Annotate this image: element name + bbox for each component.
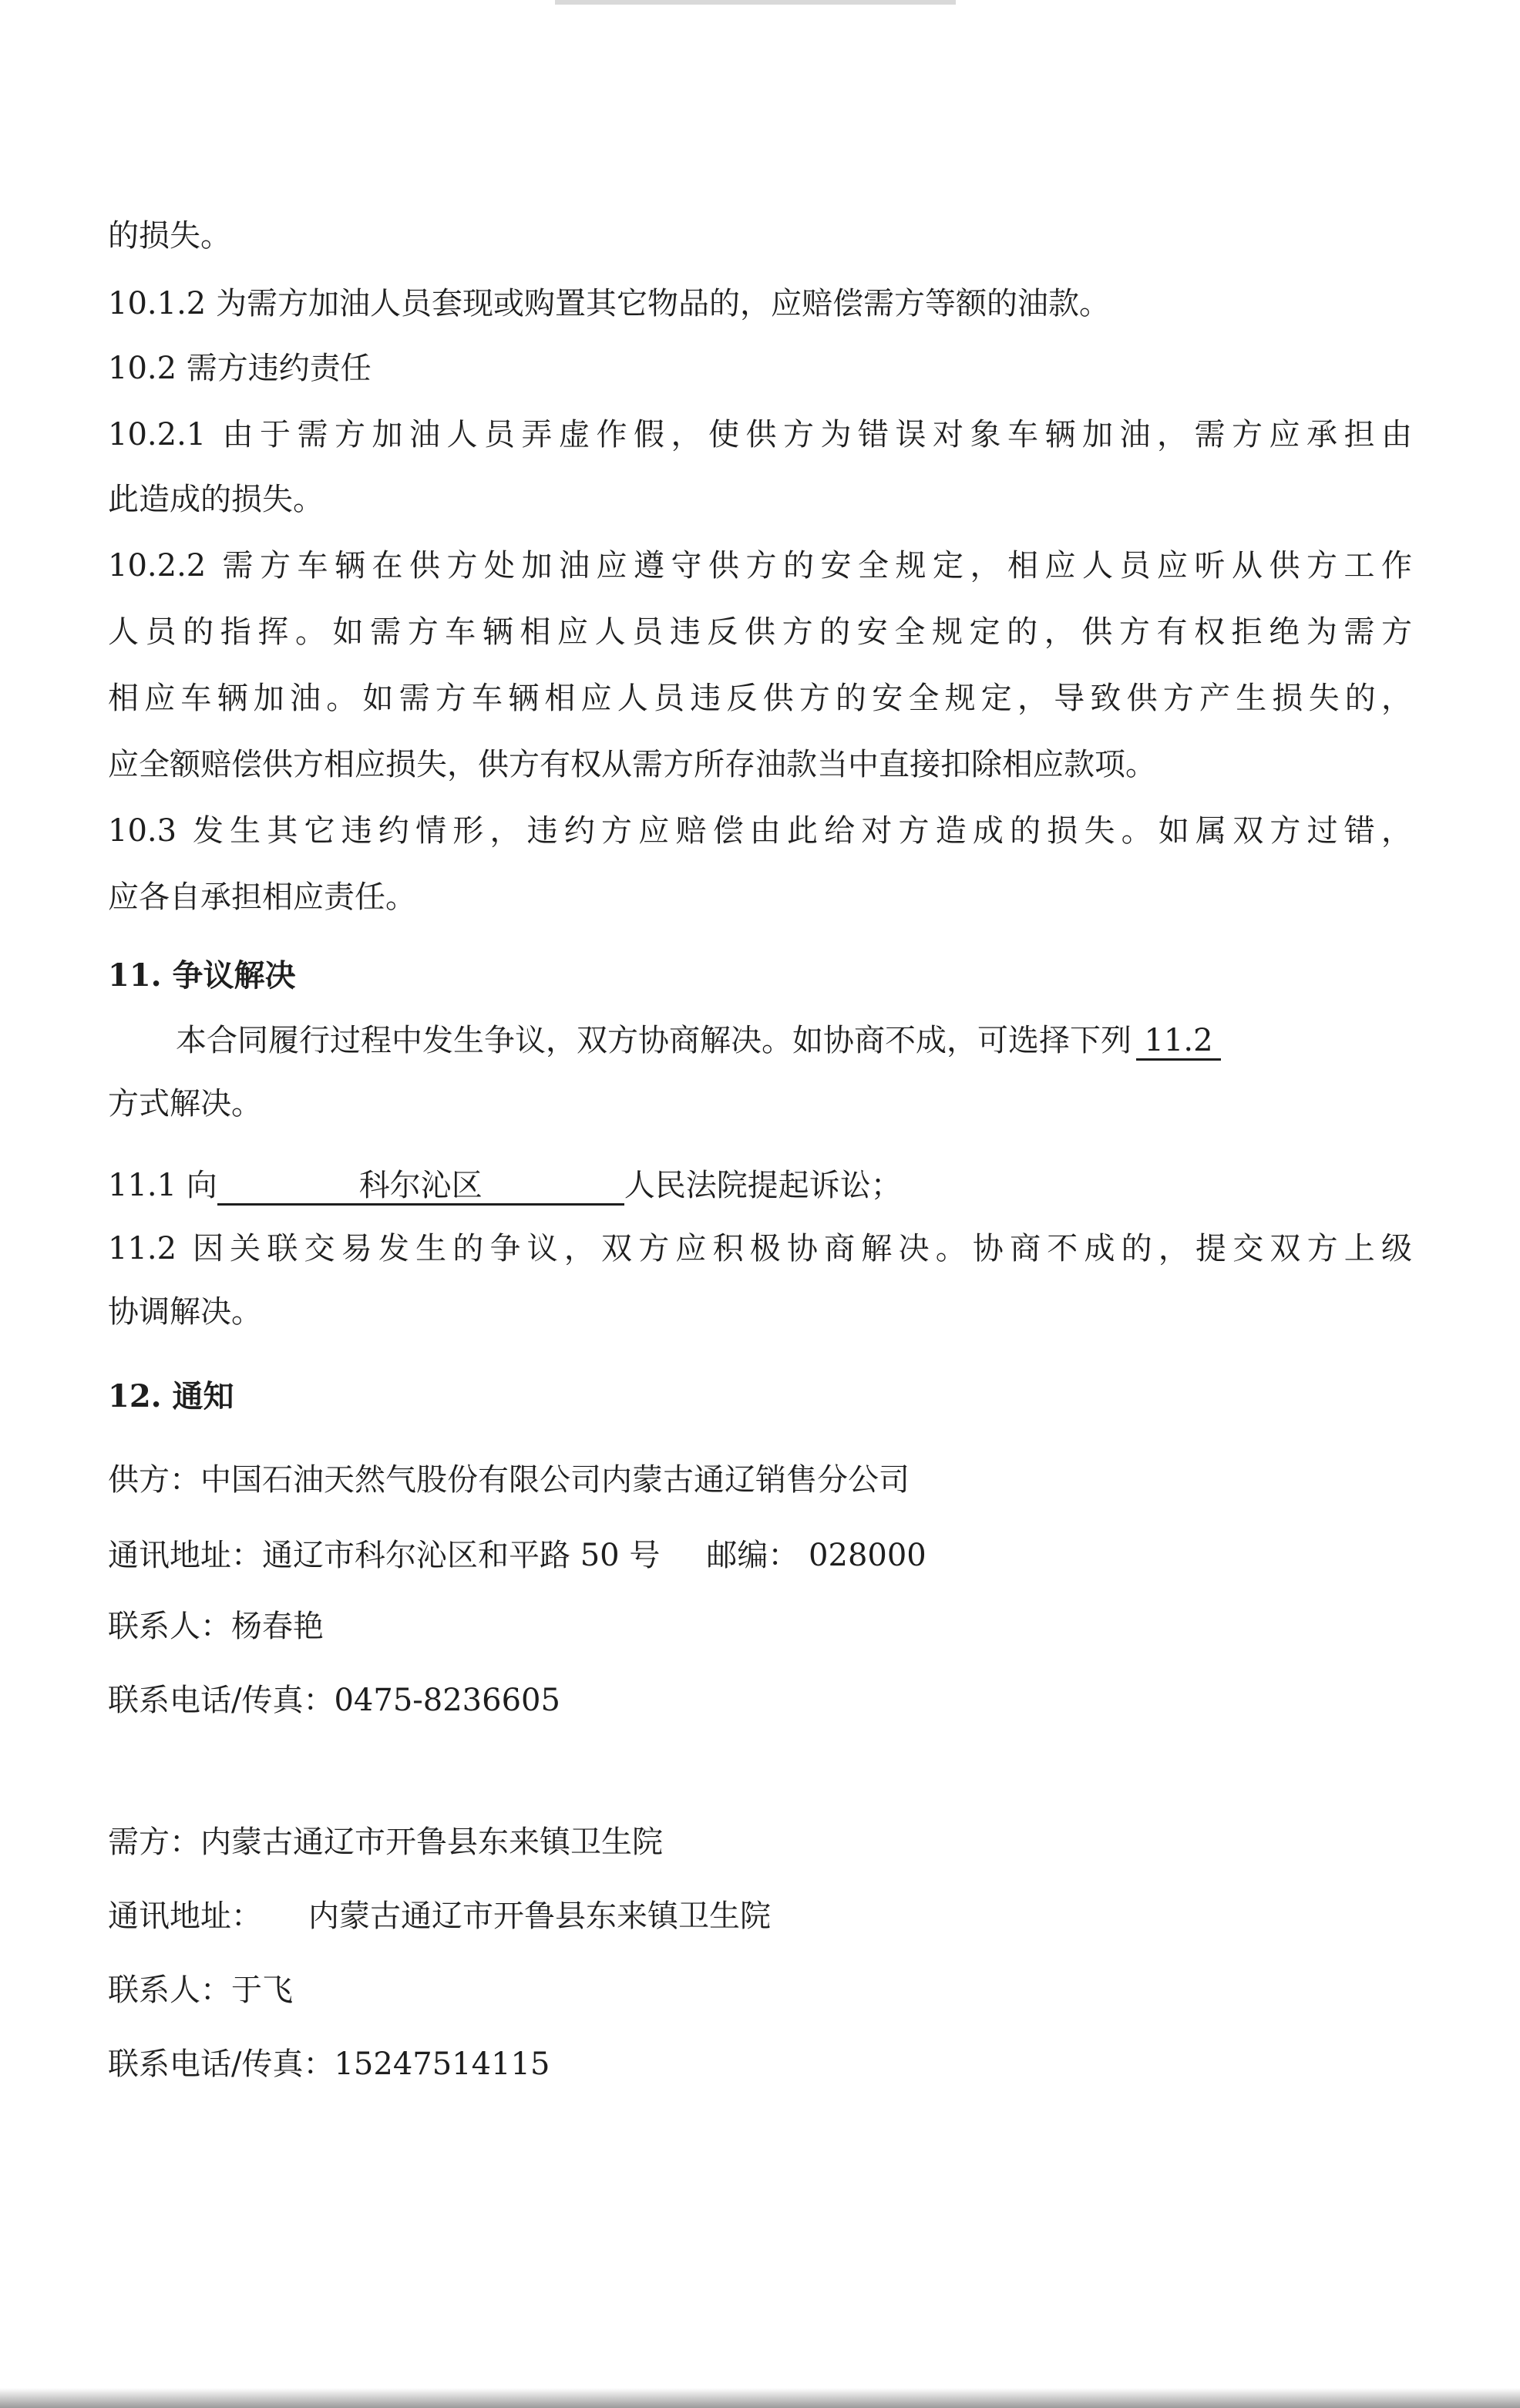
buyer-address: 内蒙古通辽市开鲁县东来镇卫生院 [308,1898,771,1934]
section-11-paragraph [176,1019,1412,1062]
supplier-name: 供方：中国石油天然气股份有限公司内蒙古通辽销售分公司 [108,1462,910,1498]
supplier-phone: 联系电话/传真：0475-8236605 [108,1683,560,1718]
court-name-field: 科尔沁区 [217,1168,624,1206]
section-11-heading: 11. 争议解决 [108,957,296,994]
clause-11-1-suffix: 人民法院提起诉讼； [624,1168,902,1203]
clause-11-1-prefix: 11.1 向 [108,1168,217,1203]
clause-11-1 [108,1164,1412,1207]
text-line: 协调解决。 [108,1294,262,1330]
scan-edge-top [555,0,956,5]
clause-10-2-2: 10.2.2 需方车辆在供方处加油应遵守供方的安全规定，相应人员应听从供方工作 [108,548,1412,584]
clause-10-3: 10.3 发生其它违约情形，违约方应赔偿由此给对方造成的损失。如属双方过错， [108,813,1412,849]
buyer-phone: 联系电话/传真：15247514115 [108,2046,550,2082]
scan-edge-bottom [0,2388,1520,2408]
text-line: 的损失。 [108,218,231,254]
clause-10-1-2: 10.1.2 为需方加油人员套现或购置其它物品的，应赔偿需方等额的油款。 [108,286,1110,321]
section-12-heading: 12. 通知 [108,1378,234,1414]
clause-11-2: 11.2 因关联交易发生的争议，双方应积极协商解决。协商不成的，提交双方上级 [108,1231,1412,1266]
buyer-address-label: 通讯地址： [108,1898,262,1934]
buyer-contact: 联系人：于飞 [108,1972,293,2008]
text-line: 相应车辆加油。如需方车辆相应人员违反供方的安全规定，导致供方产生损失的， [108,681,1412,716]
buyer-name: 需方：内蒙古通辽市开鲁县东来镇卫生院 [108,1824,663,1860]
supplier-address-line [108,1534,1412,1577]
text-line: 应各自承担相应责任。 [108,879,416,915]
paragraph-text: 本合同履行过程中发生争议，双方协商解决。如协商不成，可选择下列 [176,1023,1132,1058]
dispute-option-value: 11.2 [1136,1023,1221,1061]
clause-10-2-heading: 10.2 需方违约责任 [108,351,372,386]
supplier-postcode: 邮编： 028000 [706,1538,926,1573]
buyer-address-line [108,1895,1412,1938]
text-line: 应全额赔偿供方相应损失，供方有权从需方所存油款当中直接扣除相应款项。 [108,747,1156,782]
clause-10-2-1: 10.2.1 由于需方加油人员弄虚作假，使供方为错误对象车辆加油，需方应承担由 [108,417,1412,452]
text-line: 此造成的损失。 [108,482,324,517]
text-line: 人员的指挥。如需方车辆相应人员违反供方的安全规定的，供方有权拒绝为需方 [108,614,1412,650]
paragraph-tail: 方式解决。 [108,1086,262,1122]
supplier-address: 通讯地址：通辽市科尔沁区和平路 50 号 [108,1538,661,1573]
supplier-contact: 联系人：杨春艳 [108,1609,324,1644]
